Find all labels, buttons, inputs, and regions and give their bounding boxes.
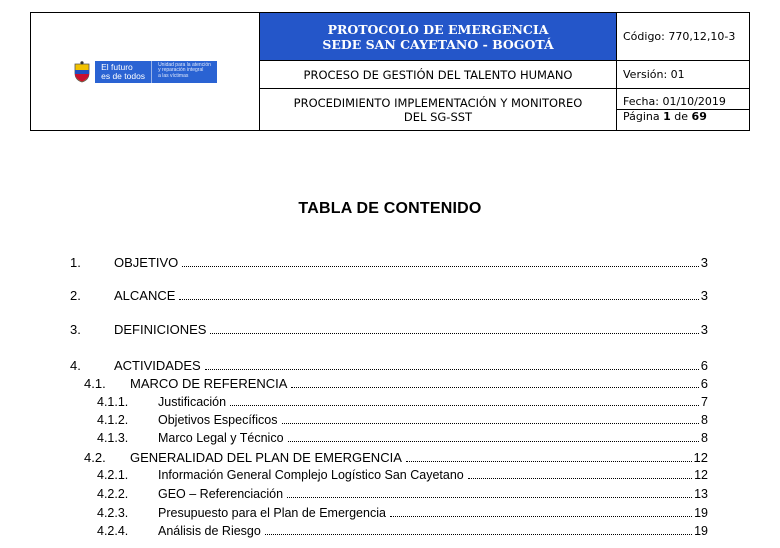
- toc-entry-number: 4.: [70, 358, 81, 373]
- institution-logo: [73, 61, 217, 83]
- toc-entry-label: Objetivos Específicos: [158, 413, 278, 427]
- toc-entry[interactable]: [97, 431, 708, 445]
- toc-entry-page: 19: [694, 506, 708, 520]
- document-title-line2: SEDE SAN CAYETANO - BOGOTÁ: [322, 36, 554, 52]
- logo-slogan-line1: El futuro: [101, 61, 133, 72]
- toc-entry-page: 3: [700, 288, 708, 303]
- toc-dot-leader: [287, 497, 692, 498]
- toc-entry-number: 4.2.3.: [97, 506, 129, 520]
- page-prefix: Página: [623, 110, 664, 123]
- document-header: [30, 12, 750, 131]
- toc-entry-page: 12: [693, 450, 708, 465]
- toc-entry-page: 6: [700, 376, 708, 391]
- toc-entry-page: 8: [701, 431, 708, 445]
- procedure-cell: [260, 89, 617, 131]
- toc-dot-leader: [210, 333, 698, 334]
- toc-entry-page: 3: [700, 255, 708, 270]
- version-cell: [617, 61, 750, 89]
- toc-entry-label: GENERALIDAD DEL PLAN DE EMERGENCIA: [130, 450, 402, 465]
- toc-entry-number: 4.1.2.: [97, 413, 129, 427]
- document-title-cell: [260, 13, 617, 61]
- logo-slogan-line2: es de todos: [101, 70, 146, 81]
- toc-entry-number: 3.: [70, 322, 81, 337]
- date-page-cell: [617, 89, 750, 131]
- toc-entry-number: 4.1.: [84, 376, 106, 391]
- toc-entry-label: Análisis de Riesgo: [158, 524, 261, 538]
- toc-dot-leader: [205, 369, 699, 370]
- toc-dot-leader: [468, 478, 692, 479]
- toc-entry-label: Marco Legal y Técnico: [158, 431, 284, 445]
- toc-entry-page: 3: [700, 322, 708, 337]
- toc-entry-label: DEFINICIONES: [114, 322, 207, 337]
- toc-entry[interactable]: [97, 487, 708, 501]
- toc-entry-page: 8: [701, 413, 708, 427]
- toc-entry-page: 7: [701, 395, 708, 409]
- toc-dot-leader: [182, 266, 698, 267]
- toc-title: TABLA DE CONTENIDO: [298, 200, 482, 217]
- toc-entry[interactable]: [70, 255, 708, 270]
- toc-entry[interactable]: [84, 450, 708, 465]
- toc-entry-number: 4.2.: [84, 450, 106, 465]
- toc-entry-number: 2.: [70, 288, 81, 303]
- toc-entry-number: 4.2.4.: [97, 524, 129, 538]
- document-title-line1: PROTOCOLO DE EMERGENCIA: [327, 21, 549, 37]
- document-date: Fecha: 01/10/2019: [623, 95, 726, 108]
- toc-entry-number: 4.2.1.: [97, 468, 129, 482]
- toc-entry-label: ALCANCE: [114, 288, 176, 303]
- date-box: [617, 95, 749, 110]
- toc-entry-number: 4.1.3.: [97, 431, 129, 445]
- logo-entity-line1: Unidad para la atención: [158, 61, 211, 68]
- toc-entry[interactable]: [97, 395, 708, 409]
- toc-entry-label: MARCO DE REFERENCIA: [130, 376, 288, 391]
- toc-entry-label: Justificación: [158, 395, 227, 409]
- toc-entry-number: 4.1.1.: [97, 395, 129, 409]
- toc-entry-page: 6: [700, 358, 708, 373]
- toc-dot-leader: [288, 441, 700, 442]
- page-current: 1: [663, 110, 671, 123]
- toc-entry[interactable]: [97, 506, 708, 520]
- toc-dot-leader: [230, 405, 699, 406]
- procedure-line1: PROCEDIMIENTO IMPLEMENTACIÓN Y MONITOREO: [293, 95, 583, 110]
- toc-entry-label: OBJETIVO: [114, 255, 179, 270]
- logo-entity-line2: y reparación integral: [158, 67, 204, 73]
- toc-entry-label: ACTIVIDADES: [114, 358, 201, 373]
- toc-entry[interactable]: [97, 413, 708, 427]
- toc-entry-label: Presupuesto para el Plan de Emergencia: [158, 506, 386, 520]
- toc-dot-leader: [390, 516, 692, 517]
- document-code: Código: 770,12,10-3: [623, 30, 736, 43]
- code-cell: [617, 13, 750, 61]
- coat-of-arms-icon: [73, 61, 91, 83]
- toc-entry[interactable]: [70, 358, 708, 373]
- process-name: PROCESO DE GESTIÓN DEL TALENTO HUMANO: [303, 67, 573, 82]
- page-of: de: [670, 110, 692, 123]
- document-version: Versión: 01: [623, 68, 685, 81]
- toc-entry[interactable]: [97, 468, 708, 482]
- toc-entry-page: 12: [694, 468, 708, 482]
- toc-entry-page: 19: [694, 524, 708, 538]
- logo-cell: [31, 13, 260, 131]
- toc-entry[interactable]: [70, 288, 708, 303]
- toc-entry-label: Información General Complejo Logístico San Cayetano: [158, 468, 464, 482]
- logo-entity-line3: a las víctimas: [158, 72, 189, 79]
- toc-entry-number: 4.2.2.: [97, 487, 129, 501]
- procedure-line2: DEL SG-SST: [403, 109, 473, 124]
- toc-dot-leader: [291, 387, 698, 388]
- toc-entry[interactable]: [97, 524, 708, 538]
- toc-entry[interactable]: [84, 376, 708, 391]
- toc-dot-leader: [406, 461, 692, 462]
- process-cell: [260, 61, 617, 89]
- toc-entry-page: 13: [694, 487, 708, 501]
- toc-dot-leader: [282, 423, 700, 424]
- toc-dot-leader: [265, 534, 692, 535]
- toc-entry-label: GEO – Referenciación: [158, 487, 284, 501]
- toc-dot-leader: [179, 299, 698, 300]
- toc-entry[interactable]: [70, 322, 708, 337]
- toc-entry-number: 1.: [70, 255, 81, 270]
- page-number: [617, 110, 749, 124]
- page-total: 69: [691, 110, 707, 123]
